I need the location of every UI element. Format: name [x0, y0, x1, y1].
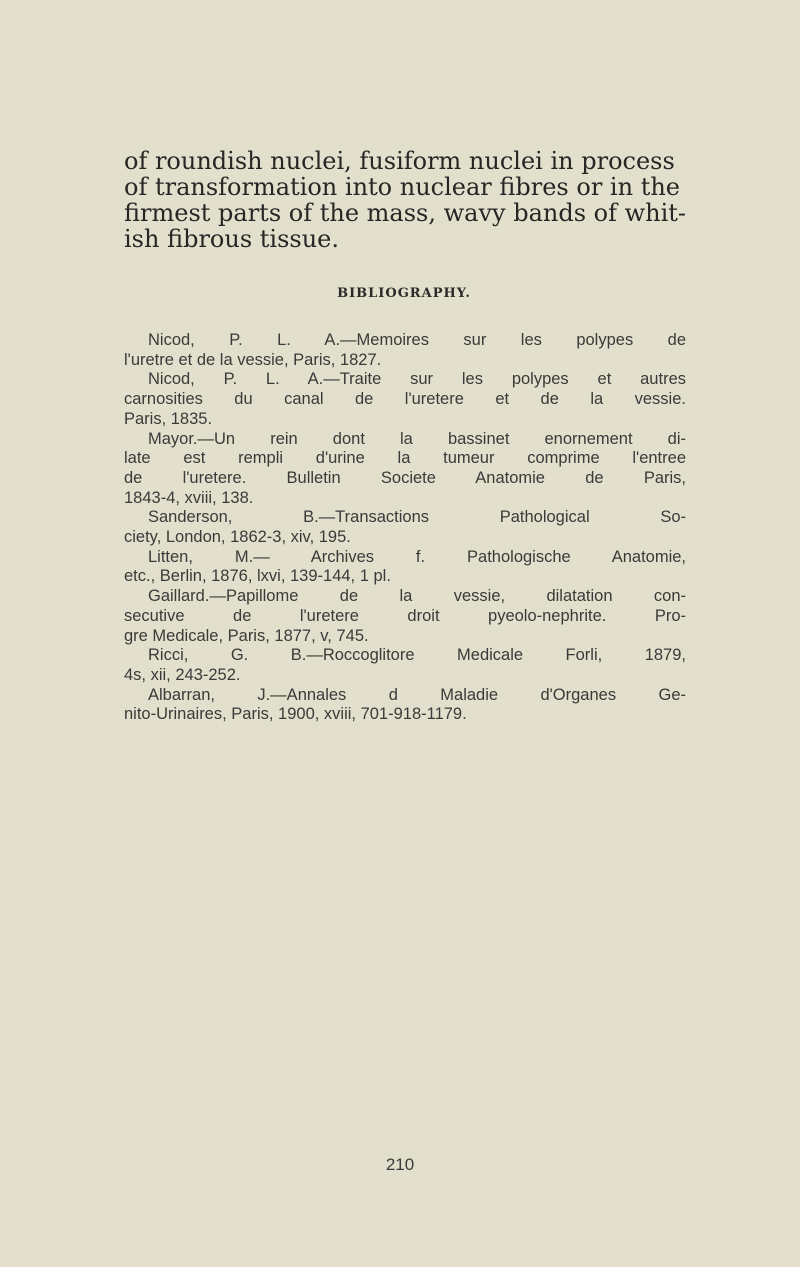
- entry-line: 4s, xii, 243-252.: [124, 665, 241, 684]
- entry-line: Gaillard.—Papillome de la vessie, dilatation con-: [148, 587, 686, 606]
- bibliography-heading: BIBLIOGRAPHY.: [337, 286, 471, 301]
- page-number: 210: [385, 1155, 415, 1174]
- entry-line: l'uretre et de la vessie, Paris, 1827.: [124, 350, 382, 369]
- bibliography-entry: [124, 686, 686, 725]
- paragraph-line: of roundish nuclei, fusiform nuclei in process: [124, 147, 675, 175]
- bibliography-entry: [124, 646, 686, 685]
- body-paragraph: [124, 147, 687, 253]
- paragraph-line: ish fibrous tissue.: [124, 225, 340, 253]
- entry-line: secutive de l'uretere droit pyeolo-nephrite. Pro-: [124, 606, 686, 625]
- entry-line: Mayor.—Un rein dont la bassinet enornement di-: [148, 429, 686, 448]
- entry-line: 1843-4, xviii, 138.: [124, 488, 254, 507]
- bibliography-entry: [124, 508, 686, 547]
- entry-line: late est rempli d'urine la tumeur comprime l'entree: [124, 449, 686, 468]
- paragraph-line: of transformation into nuclear fibres or in the: [124, 173, 680, 201]
- entry-line: Nicod, P. L. A.—Memoires sur les polypes de: [148, 331, 686, 349]
- entry-line: Nicod, P. L. A.—Traite sur les polypes et autres: [148, 370, 686, 389]
- bibliography-entry: [124, 370, 686, 429]
- entry-line: Ricci, G. B.—Roccoglitore Medicale Forli, 1879,: [148, 646, 686, 665]
- bibliography-list: [124, 331, 686, 725]
- entry-line: Albarran, J.—Annales d Maladie d'Organes Ge-: [148, 685, 686, 704]
- entry-line: de l'uretere. Bulletin Societe Anatomie de Paris,: [124, 468, 686, 487]
- entry-line: Litten, M.— Archives f. Pathologische Anatomie,: [148, 547, 686, 566]
- bibliography-entry: [124, 430, 686, 509]
- bibliography-entry: [124, 587, 686, 646]
- entry-line: gre Medicale, Paris, 1877, v, 745.: [124, 626, 369, 645]
- entry-line: ciety, London, 1862-3, xiv, 195.: [124, 528, 351, 547]
- entry-line: Paris, 1835.: [124, 409, 213, 428]
- entry-line: nito-Urinaires, Paris, 1900, xviii, 701-918-1179.: [124, 705, 467, 724]
- entry-line: Sanderson, B.—Transactions Pathological So-: [148, 508, 686, 527]
- entry-line: carnosities du canal de l'uretere et de la vessie.: [124, 390, 686, 409]
- entry-line: etc., Berlin, 1876, lxvi, 139-144, 1 pl.: [124, 567, 391, 586]
- paragraph-line: firmest parts of the mass, wavy bands of whit-: [124, 199, 687, 227]
- bibliography-entry: [124, 548, 686, 587]
- bibliography-entry: [124, 331, 686, 370]
